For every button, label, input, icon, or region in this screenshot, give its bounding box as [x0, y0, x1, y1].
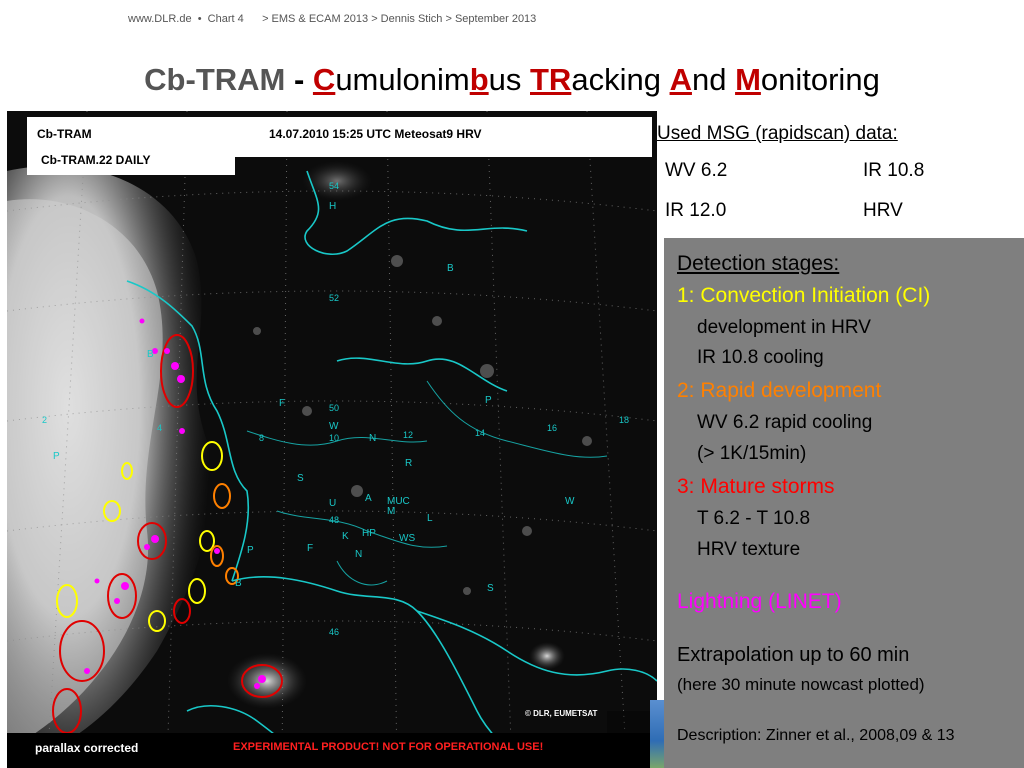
svg-text:P: P — [485, 395, 492, 406]
title-rest-b: us — [488, 62, 530, 97]
title-rest-a: nd — [691, 62, 736, 97]
svg-text:B: B — [147, 349, 154, 360]
svg-text:H: H — [329, 201, 337, 212]
description-reference: Description: Zinner et al., 2008,09 & 13 — [677, 727, 955, 744]
svg-text:B: B — [235, 578, 242, 589]
title-rest-c: umulonim — [335, 62, 470, 97]
title-dash: - — [285, 62, 313, 97]
parallax-label: parallax corrected — [35, 741, 139, 755]
svg-text:W: W — [565, 496, 575, 507]
title-hl-c: C — [312, 62, 336, 97]
svg-text:WS: WS — [399, 533, 416, 544]
svg-text:A: A — [365, 493, 372, 504]
channel-ir108: IR 10.8 — [863, 160, 925, 181]
stage-1-detail-b: IR 10.8 cooling — [697, 347, 824, 368]
svg-text:P: P — [247, 545, 254, 556]
channel-wv62: WV 6.2 — [665, 160, 728, 181]
stage-3-detail-a: T 6.2 - T 10.8 — [697, 508, 811, 529]
svg-text:U: U — [329, 498, 337, 509]
stage-2-detail-b: (> 1K/15min) — [697, 443, 807, 464]
stage-1-title: 1: Convection Initiation (CI) — [677, 284, 931, 307]
slide-title — [0, 62, 1024, 98]
svg-text:48: 48 — [329, 515, 340, 525]
svg-text:N: N — [369, 433, 377, 444]
lightning-label: Lightning (LINET) — [677, 590, 842, 613]
extrapolation-label: Extrapolation up to 60 min — [677, 644, 910, 666]
svg-text:8: 8 — [259, 433, 265, 443]
satellite-sublabel: Cb-TRAM.22 DAILY — [41, 153, 151, 167]
title-hl-tr: TR — [530, 62, 572, 97]
satellite-copyright: © DLR, EUMETSAT — [525, 709, 598, 718]
svg-text:MUC: MUC — [387, 496, 410, 507]
svg-text:16: 16 — [547, 423, 558, 433]
title-rest-tr: acking — [571, 62, 670, 97]
satellite-image — [7, 111, 657, 768]
satellite-timestamp-label: 14.07.2010 15:25 UTC Meteosat9 HRV — [269, 127, 482, 141]
svg-text:K: K — [342, 531, 349, 542]
header-breadcrumb: www.DLR.de • Chart 4 > EMS & ECAM 2013 > Dennis Stich > September 2013 — [128, 13, 537, 25]
svg-text:50: 50 — [329, 403, 340, 413]
satellite-map-graphic — [7, 111, 657, 768]
svg-text:P: P — [53, 451, 60, 462]
svg-text:B: B — [447, 263, 454, 274]
svg-text:54: 54 — [329, 181, 340, 191]
stage-1-detail-a: development in HRV — [697, 317, 871, 338]
svg-text:R: R — [405, 458, 413, 469]
svg-text:S: S — [297, 473, 304, 484]
stages-heading: Detection stages: — [677, 252, 840, 275]
svg-text:S: S — [487, 583, 494, 594]
svg-text:N: N — [355, 549, 363, 560]
title-hl-a: A — [669, 62, 692, 97]
svg-text:F: F — [279, 398, 286, 409]
detection-stages-panel — [664, 238, 1024, 768]
svg-text:10: 10 — [329, 433, 340, 443]
stage-3-title: 3: Mature storms — [677, 475, 835, 498]
stage-2-title: 2: Rapid development — [677, 379, 882, 402]
svg-text:18: 18 — [619, 415, 630, 425]
channel-ir120: IR 12.0 — [665, 200, 727, 221]
stage-2-detail-a: WV 6.2 rapid cooling — [697, 412, 873, 433]
satellite-product-label: Cb-TRAM — [37, 127, 92, 141]
svg-text:F: F — [307, 543, 314, 554]
extrapolation-note: (here 30 minute nowcast plotted) — [677, 675, 925, 694]
title-rest-m: onitoring — [760, 62, 880, 97]
svg-text:HP: HP — [362, 528, 376, 539]
msg-data-title: Used MSG (rapidscan) data: — [657, 123, 898, 144]
svg-text:46: 46 — [329, 627, 340, 637]
title-hl-b: b — [469, 62, 489, 97]
svg-text:2: 2 — [42, 415, 48, 425]
svg-text:14: 14 — [475, 428, 486, 438]
svg-text:L: L — [427, 513, 433, 524]
svg-text:M: M — [387, 506, 396, 517]
title-lead: Cb-TRAM — [144, 62, 286, 97]
svg-text:12: 12 — [403, 430, 414, 440]
svg-text:4: 4 — [157, 423, 163, 433]
svg-text:W: W — [329, 421, 339, 432]
channel-hrv: HRV — [863, 200, 903, 221]
title-hl-m: M — [735, 62, 761, 97]
svg-text:52: 52 — [329, 293, 340, 303]
stage-3-detail-b: HRV texture — [697, 539, 801, 560]
experimental-warning: EXPERIMENTAL PRODUCT! NOT FOR OPERATIONAL USE! — [233, 741, 544, 753]
